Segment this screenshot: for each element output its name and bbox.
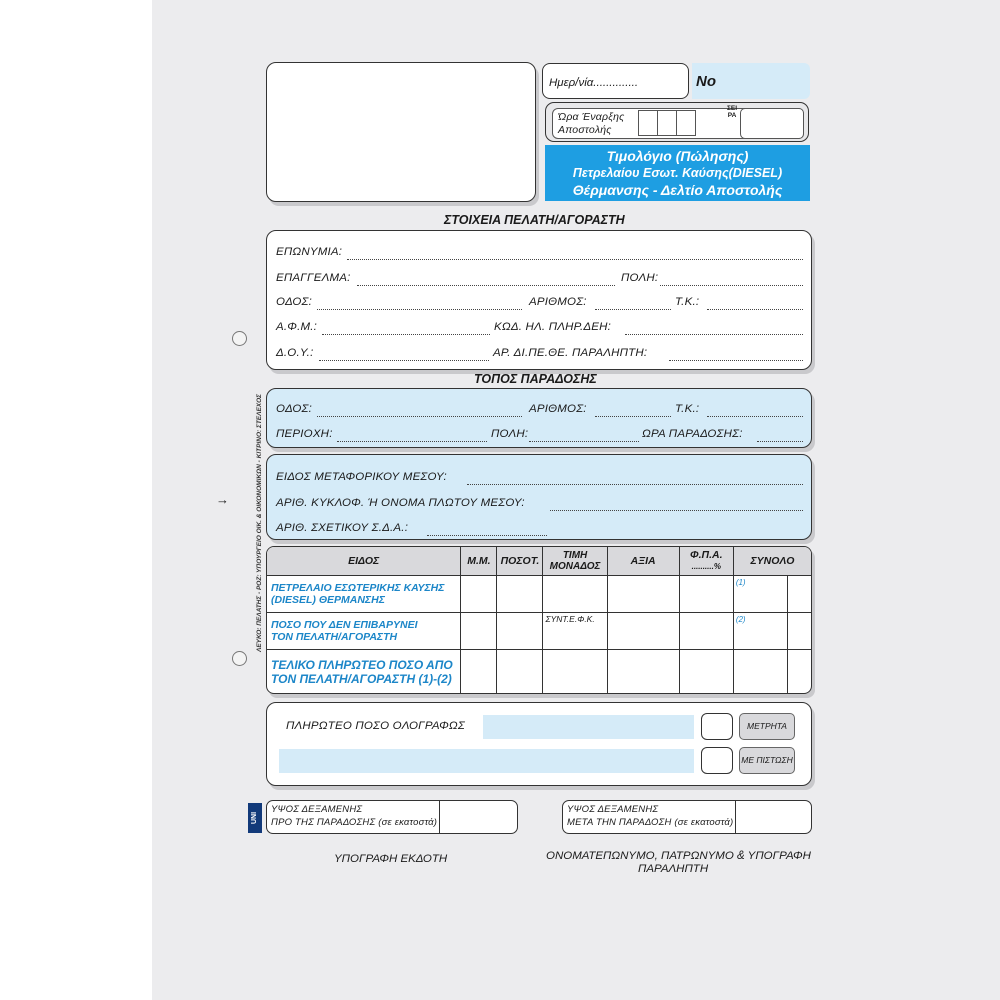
row-3-line-1: ΤΕΛΙΚΟ ΠΛΗΡΩΤΕΟ ΠΟΣΟ ΑΠΟ: [271, 657, 453, 672]
row-1-cents[interactable]: [787, 576, 811, 613]
power-code-label: ΚΩΔ. ΗΛ. ΠΛΗΡ.ΔΕΗ:: [494, 321, 612, 333]
customer-street-field[interactable]: [317, 309, 522, 310]
vat-label: Φ.Π.Α.: [690, 549, 723, 561]
tank-after-label-1: ΥΨΟΣ ΔΕΞΑΜΕΝΗΣ: [567, 804, 659, 815]
amount-words-field-1[interactable]: [483, 715, 694, 739]
customer-name-label: ΕΠΩΝΥΜΙΑ:: [276, 246, 343, 258]
number-box[interactable]: [692, 63, 810, 99]
delivery-box: [266, 388, 812, 448]
col-header-item: ΕΙΔΟΣ: [267, 547, 461, 576]
amount-words-label: ΠΛΗΡΩΤΕΟ ΠΟΣΟ ΟΛΟΓΡΑΦΩΣ: [286, 720, 465, 732]
vat-percent: ..........%: [691, 562, 721, 571]
series-label: ΣΕΙΡΑ: [726, 105, 738, 119]
delivery-city-field[interactable]: [529, 441, 639, 442]
customer-postcode-field[interactable]: [707, 309, 803, 310]
power-code-field[interactable]: [625, 334, 803, 335]
tank-before-field[interactable]: [439, 801, 440, 833]
customer-number-label: ΑΡΙΘΜΟΣ:: [529, 296, 587, 308]
row-2-description: [267, 613, 461, 650]
row-1-vat[interactable]: [679, 576, 733, 613]
row-3-description: [267, 650, 461, 694]
col-header-total: ΣΥΝΟΛΟ: [733, 547, 811, 576]
vehicle-type-label: ΕΙΔΟΣ ΜΕΤΑΦΟΡΙΚΟΥ ΜΕΣΟΥ:: [276, 471, 447, 483]
table-row: [267, 613, 812, 650]
delivery-postcode-label: Τ.Κ.:: [675, 403, 700, 415]
items-table: [266, 546, 812, 694]
afm-field[interactable]: [322, 334, 490, 335]
row-3-total[interactable]: [733, 650, 787, 694]
row-3-unit[interactable]: [461, 650, 497, 694]
items-header-row: [267, 547, 812, 576]
col-header-unit-price: ΤΙΜΗ ΜΟΝΑΔΟΣ: [543, 547, 607, 576]
delivery-street-label: ΟΔΟΣ:: [276, 403, 312, 415]
table-row: [267, 650, 812, 694]
table-row: [267, 576, 812, 613]
row-1-marker: (1): [735, 578, 746, 587]
customer-box: [266, 230, 812, 370]
title-line-2: Πετρελαίου Εσωτ. Καύσης(DIESEL): [572, 166, 783, 180]
row-3-unit-price[interactable]: [543, 650, 607, 694]
delivery-area-field[interactable]: [337, 441, 487, 442]
row-2-line-1: ΠΟΣΟ ΠΟΥ ΔΕΝ ΕΠΙΒΑΡΥΝΕΙ: [271, 619, 418, 631]
plate-field[interactable]: [550, 510, 803, 511]
row-3-value[interactable]: [607, 650, 679, 694]
row-2-unit[interactable]: [461, 613, 497, 650]
form-sheet: [152, 0, 1000, 1000]
number-label: No: [696, 73, 716, 90]
binding-hole-top: [232, 331, 247, 346]
vehicle-type-field[interactable]: [467, 484, 803, 485]
profession-field[interactable]: [357, 285, 615, 286]
dipethe-field[interactable]: [669, 360, 803, 361]
start-time-label-1: Ώρα Έναρξης: [558, 111, 625, 123]
time-digit-slots[interactable]: [638, 110, 696, 136]
tank-after-box: [562, 800, 812, 834]
row-1-unit-price[interactable]: [543, 576, 607, 613]
receiver-signature-label-2: ΠΑΡΑΛΗΠΤΗ: [638, 863, 709, 875]
series-field[interactable]: [740, 108, 804, 139]
cash-checkbox[interactable]: [701, 713, 733, 740]
logo-stamp-box[interactable]: [266, 62, 536, 202]
receiver-signature-label-1: ΟΝΟΜΑΤΕΠΩΝΥΜΟ, ΠΑΤΡΩΝΥΜΟ & ΥΠΟΓΡΑΦΗ: [546, 850, 811, 862]
row-3-line-2: ΤΟΝ ΠΕΛΑΤΗ/ΑΓΟΡΑΣΤΗ (1)-(2): [271, 671, 452, 686]
row-2-line-2: ΤΟΝ ΠΕΛΑΤΗ/ΑΓΟΡΑΣΤΗ: [271, 631, 398, 643]
date-label: Ημερ/νία..............: [549, 77, 639, 89]
tank-after-label-2: ΜΕΤΑ ΤΗΝ ΠΑΡΑΔΟΣΗ (σε εκατοστά): [567, 817, 734, 828]
credit-option[interactable]: ΜΕ ΠΙΣΤΩΣΗ: [739, 747, 795, 774]
arrow-right-icon: →: [216, 492, 229, 507]
dipethe-label: ΑΡ. ΔΙ.ΠΕ.ΘΕ. ΠΑΡΑΛΗΠΤΗ:: [493, 347, 648, 359]
col-header-quantity: ΠΟΣΟΤ.: [497, 547, 543, 576]
col-header-value: ΑΞΙΑ: [607, 547, 679, 576]
doy-label: Δ.Ο.Υ.:: [276, 347, 314, 359]
delivery-number-field[interactable]: [595, 416, 671, 417]
sda-field[interactable]: [427, 535, 547, 536]
plate-label: ΑΡΙΘ. ΚΥΚΛΟΦ. Ή ΟΝΟΜΑ ΠΛΩΤΟΥ ΜΕΣΟΥ:: [276, 497, 525, 509]
cash-option[interactable]: ΜΕΤΡΗΤΑ: [739, 713, 795, 740]
customer-city-field[interactable]: [660, 285, 803, 286]
profession-label: ΕΠΑΓΓΕΛΜΑ:: [276, 272, 351, 284]
tank-after-field[interactable]: [735, 801, 736, 833]
uni-logo: UNI: [248, 803, 262, 833]
row-1-value[interactable]: [607, 576, 679, 613]
customer-number-field[interactable]: [595, 309, 671, 310]
col-header-unit: Μ.Μ.: [461, 547, 497, 576]
delivery-area-label: ΠΕΡΙΟΧΗ:: [276, 428, 333, 440]
start-time-box[interactable]: [545, 102, 809, 142]
credit-checkbox[interactable]: [701, 747, 733, 774]
row-1-line-1: ΠΕΤΡΕΛΑΙΟ ΕΣΩΤΕΡΙΚΗΣ ΚΑΥΣΗΣ: [271, 582, 445, 594]
delivery-time-label: ΩΡΑ ΠΑΡΑΔΟΣΗΣ:: [642, 428, 743, 440]
row-2-cents[interactable]: [787, 613, 811, 650]
row-2-efk-label: ΣΥΝΤ.Ε.Φ.Κ.: [545, 614, 595, 624]
customer-postcode-label: Τ.Κ.:: [675, 296, 700, 308]
title-line-1: Τιμολόγιο (Πώλησης): [606, 148, 749, 164]
delivery-number-label: ΑΡΙΘΜΟΣ:: [529, 403, 587, 415]
row-3-cents[interactable]: [787, 650, 811, 694]
start-time-label-2: Αποστολής: [558, 124, 612, 136]
delivery-street-field[interactable]: [317, 416, 522, 417]
row-1-total[interactable]: [733, 576, 787, 613]
delivery-city-label: ΠΟΛΗ:: [491, 428, 529, 440]
customer-city-label: ΠΟΛΗ:: [621, 272, 659, 284]
delivery-section-title: ΤΟΠΟΣ ΠΑΡΑΔΟΣΗΣ: [474, 372, 597, 386]
afm-label: Α.Φ.Μ.:: [276, 321, 318, 333]
row-1-quantity[interactable]: [497, 576, 543, 613]
row-2-quantity[interactable]: [497, 613, 543, 650]
side-note: ΛΕΥΚΟ: ΠΕΛΑΤΗΣ - ΡΟΖ: ΥΠΟΥΡΓΕΙΟ ΟΙΚ. & ΟΙΚΟΝΟΜΙΚΩΝ - ΚΙΤΡΙΝΟ: ΣΤΕΛΕΧΟΣ: [256, 393, 263, 652]
row-1-description: [267, 576, 461, 613]
sda-label: ΑΡΙΘ. ΣΧΕΤΙΚΟΥ Σ.Δ.Α.:: [276, 522, 409, 534]
delivery-postcode-field[interactable]: [707, 416, 803, 417]
row-2-marker: (2): [735, 615, 746, 624]
row-1-unit[interactable]: [461, 576, 497, 613]
binding-hole-bottom: [232, 651, 247, 666]
tank-before-box: [266, 800, 518, 834]
row-2-total[interactable]: [733, 613, 787, 650]
document-title: [545, 145, 810, 201]
amount-words-field-2[interactable]: [279, 749, 694, 773]
row-3-vat[interactable]: [679, 650, 733, 694]
transport-box: [266, 454, 812, 540]
issuer-signature-label: ΥΠΟΓΡΑΦΗ ΕΚΔΟΤΗ: [334, 853, 448, 865]
date-box[interactable]: [542, 63, 689, 99]
tank-before-label-2: ΠΡΟ ΤΗΣ ΠΑΡΑΔΟΣΗΣ (σε εκατοστά): [271, 817, 438, 828]
title-line-3: Θέρμανσης - Δελτίο Αποστολής: [572, 182, 783, 198]
customer-name-field[interactable]: [347, 259, 803, 260]
row-2-vat[interactable]: [679, 613, 733, 650]
row-2-value[interactable]: [607, 613, 679, 650]
row-1-line-2: (DIESEL) ΘΕΡΜΑΝΣΗΣ: [271, 594, 385, 606]
row-3-quantity[interactable]: [497, 650, 543, 694]
customer-section-title: ΣΤΟΙΧΕΙΑ ΠΕΛΑΤΗ/ΑΓΟΡΑΣΤΗ: [444, 213, 625, 227]
tank-before-label-1: ΥΨΟΣ ΔΕΞΑΜΕΝΗΣ: [271, 804, 363, 815]
payment-box: [266, 702, 812, 786]
doy-field[interactable]: [319, 360, 489, 361]
items-table-frame: [266, 546, 812, 694]
col-header-vat: [679, 547, 733, 576]
customer-street-label: ΟΔΟΣ:: [276, 296, 312, 308]
delivery-time-field[interactable]: [757, 441, 803, 442]
row-2-unit-price[interactable]: [543, 613, 607, 650]
